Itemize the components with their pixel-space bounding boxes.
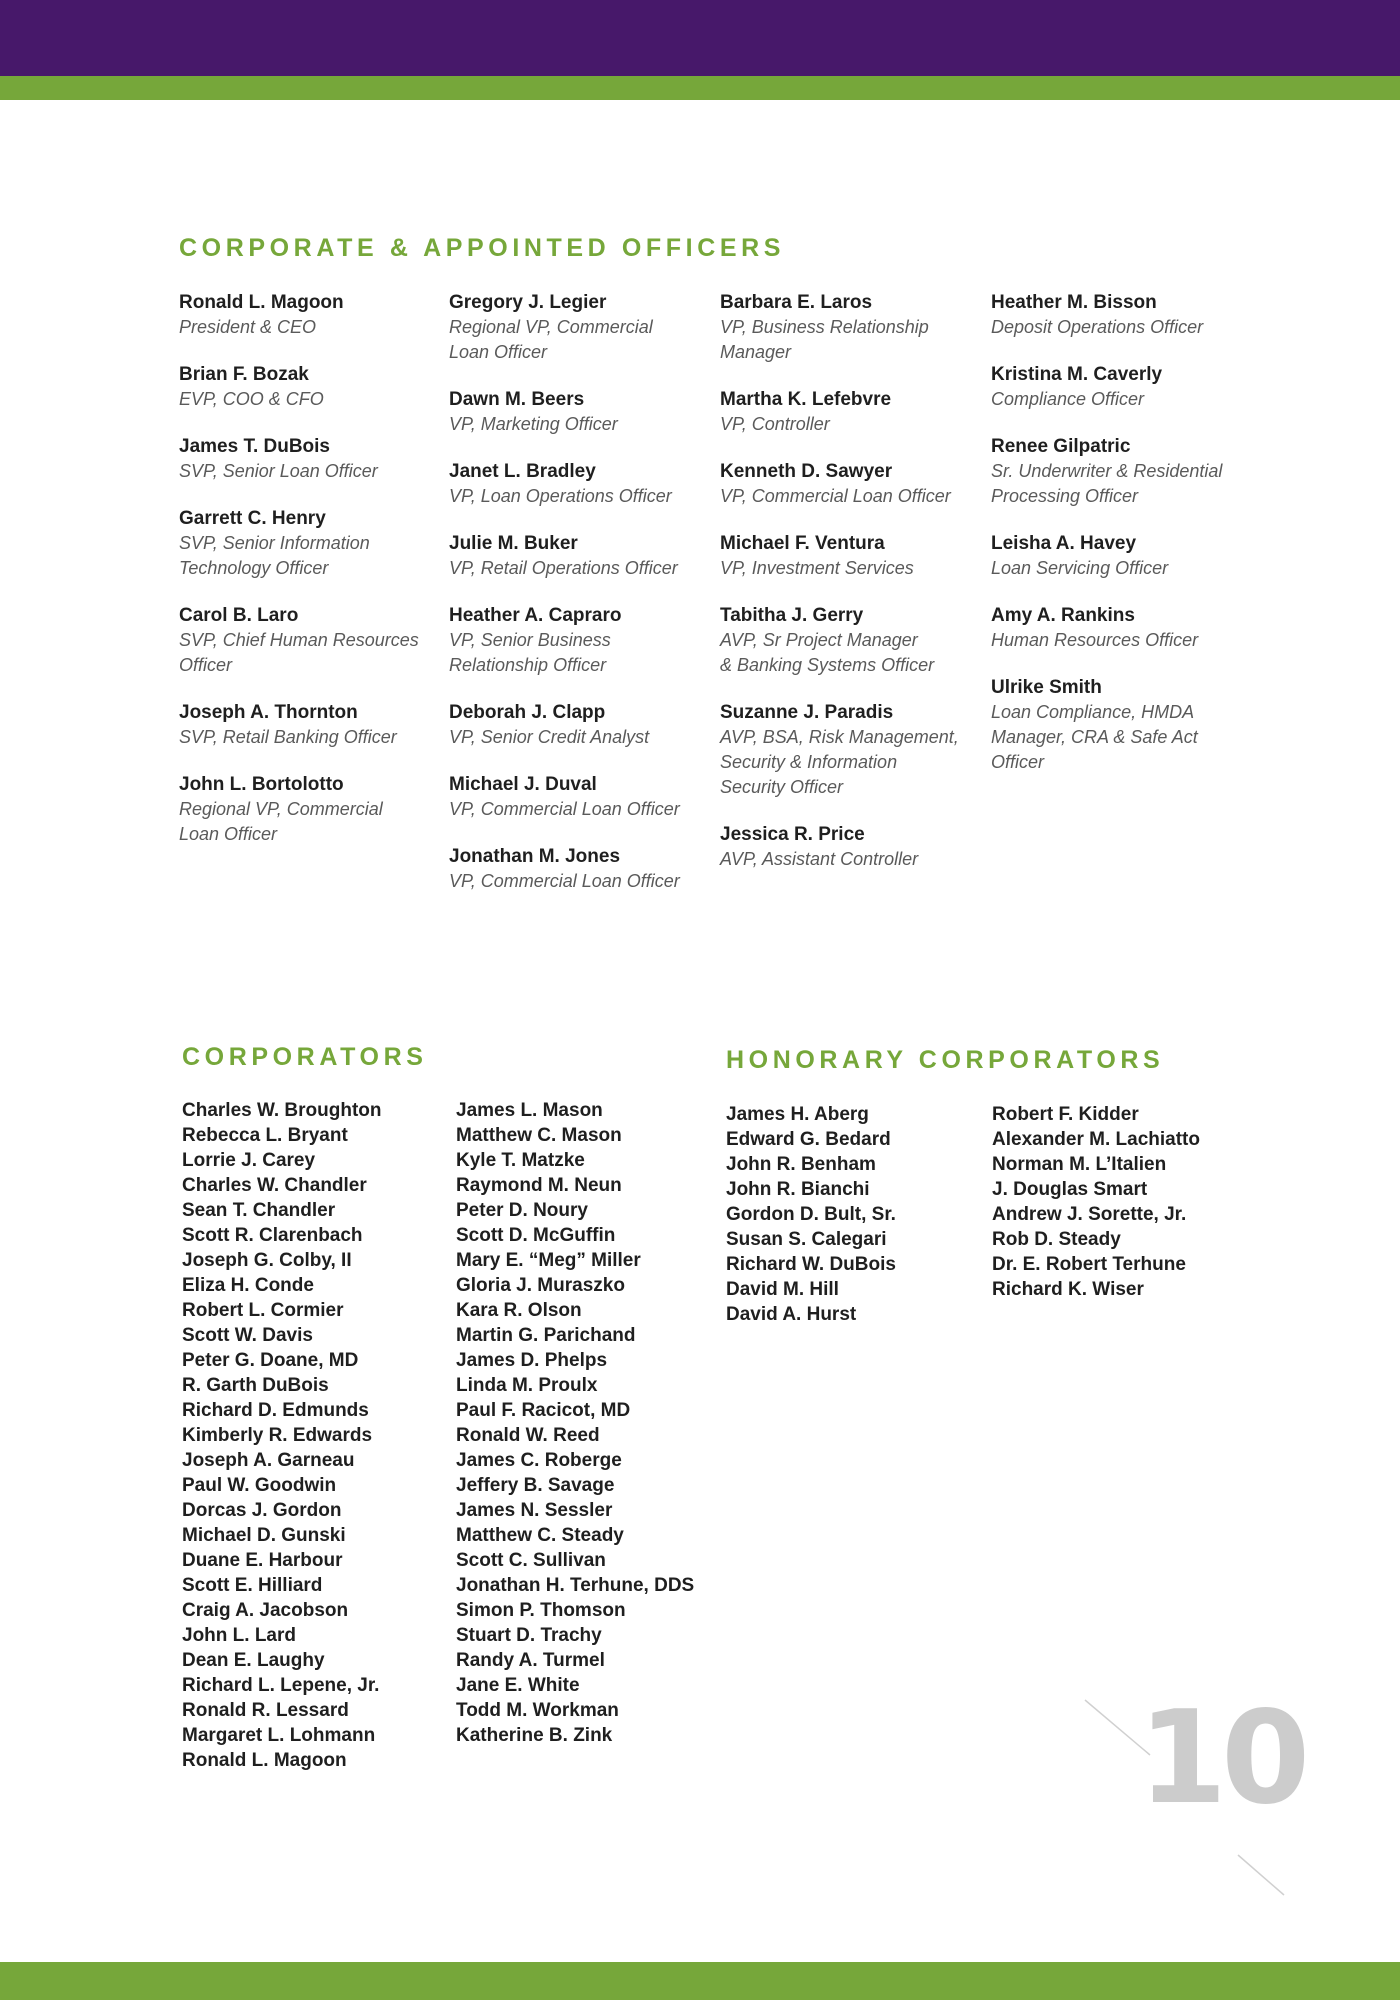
officer-title: Regional VP, Commercial: [179, 799, 383, 819]
corporator-name: Robert F. Kidder: [992, 1104, 1139, 1125]
officer-entry: [449, 844, 711, 894]
officer-entry: [991, 290, 1253, 340]
officers-column-2: [449, 290, 711, 916]
corporator-name: Scott D. McGuffin: [456, 1225, 616, 1246]
corporator-name: Gordon D. Bult, Sr.: [726, 1204, 896, 1225]
corporator-name: Charles W. Broughton: [182, 1100, 382, 1121]
officer-title: Loan Officer: [449, 342, 548, 362]
officer-entry: [179, 700, 441, 750]
top-green-band: [0, 76, 1400, 100]
corporator-name: Rebecca L. Bryant: [182, 1125, 348, 1146]
corporator-name: Sean T. Chandler: [182, 1200, 336, 1221]
corporator-name: John R. Benham: [726, 1154, 876, 1175]
corporators-column-1: [182, 1098, 444, 1773]
corporator-name: Todd M. Workman: [456, 1700, 619, 1721]
officer-title: SVP, Senior Information: [179, 533, 370, 553]
officer-title: Deposit Operations Officer: [991, 317, 1204, 337]
officers-column-3: [720, 290, 982, 894]
officer-name: Dawn M. Beers: [449, 389, 585, 410]
corporator-name: Katherine B. Zink: [456, 1725, 613, 1746]
officer-title: VP, Senior Business: [449, 630, 611, 650]
officer-name: Suzanne J. Paradis: [720, 702, 894, 723]
officer-entry: [720, 531, 982, 581]
officer-title: AVP, BSA, Risk Management,: [720, 727, 959, 747]
officer-name: Julie M. Buker: [449, 533, 578, 554]
corporator-name: Scott R. Clarenbach: [182, 1225, 363, 1246]
corporator-name: Simon P. Thomson: [456, 1600, 626, 1621]
officer-title: VP, Controller: [720, 414, 830, 434]
corporator-name: Duane E. Harbour: [182, 1550, 343, 1571]
officer-title: EVP, COO & CFO: [179, 389, 324, 409]
officer-name: Barbara E. Laros: [720, 292, 873, 313]
officer-name: Ronald L. Magoon: [179, 292, 344, 313]
officer-name: Jonathan M. Jones: [449, 846, 621, 867]
officer-name: Ulrike Smith: [991, 677, 1102, 698]
corporator-name: Norman M. L’Italien: [992, 1154, 1167, 1175]
officer-entry: [179, 772, 441, 847]
corporator-name: Paul F. Racicot, MD: [456, 1400, 631, 1421]
corporator-name: Dorcas J. Gordon: [182, 1500, 342, 1521]
page-number: 10: [1138, 1684, 1305, 1833]
corporator-name: J. Douglas Smart: [992, 1179, 1148, 1200]
corporator-name: Richard D. Edmunds: [182, 1400, 369, 1421]
officer-entry: [720, 603, 982, 678]
officer-title: Officer: [991, 752, 1045, 772]
officer-title: President & CEO: [179, 317, 317, 337]
officer-name: Janet L. Bradley: [449, 461, 596, 482]
officer-title: Regional VP, Commercial: [449, 317, 653, 337]
officer-entry: [991, 675, 1253, 775]
officer-entry: [720, 290, 982, 365]
corporator-name: R. Garth DuBois: [182, 1375, 329, 1396]
officer-entry: [179, 506, 441, 581]
corporator-name: Joseph A. Garneau: [182, 1450, 355, 1471]
officer-title: SVP, Senior Loan Officer: [179, 461, 378, 481]
corporator-name: Kimberly R. Edwards: [182, 1425, 373, 1446]
officer-title: Loan Compliance, HMDA: [991, 702, 1195, 722]
corporator-name: Richard K. Wiser: [992, 1279, 1144, 1300]
officer-title: SVP, Retail Banking Officer: [179, 727, 397, 747]
honorary-column-1: [726, 1102, 988, 1327]
corporator-name: Matthew C. Mason: [456, 1125, 622, 1146]
top-purple-band: [0, 0, 1400, 76]
corporator-name: David A. Hurst: [726, 1304, 857, 1325]
officers-column-4: [991, 290, 1253, 797]
corporator-name: Richard L. Lepene, Jr.: [182, 1675, 380, 1696]
corporator-name: Jane E. White: [456, 1675, 580, 1696]
corporator-name: Michael D. Gunski: [182, 1525, 346, 1546]
officer-title: Manager, CRA & Safe Act: [991, 727, 1198, 747]
corporator-name: James N. Sessler: [456, 1500, 613, 1521]
officer-name: Joseph A. Thornton: [179, 702, 358, 723]
corporator-name: Ronald R. Lessard: [182, 1700, 349, 1721]
corporator-name: John R. Bianchi: [726, 1179, 870, 1200]
corporator-name: Peter G. Doane, MD: [182, 1350, 359, 1371]
corporator-name: Stuart D. Trachy: [456, 1625, 602, 1646]
corporator-name: James L. Mason: [456, 1100, 603, 1121]
officer-entry: [720, 700, 982, 800]
corporator-name: Eliza H. Conde: [182, 1275, 314, 1296]
bottom-green-band: [0, 1962, 1400, 2000]
officer-entry: [720, 822, 982, 872]
officer-name: Leisha A. Havey: [991, 533, 1137, 554]
officer-title: Security & Information: [720, 752, 898, 772]
corporator-name: Ronald L. Magoon: [182, 1750, 347, 1771]
officer-title: VP, Business Relationship: [720, 317, 929, 337]
corporator-name: Scott E. Hilliard: [182, 1575, 323, 1596]
officer-title: VP, Commercial Loan Officer: [449, 799, 680, 819]
corporator-name: Martin G. Parichand: [456, 1325, 636, 1346]
officer-entry: [991, 603, 1253, 653]
corporator-name: James H. Aberg: [726, 1104, 869, 1125]
corporator-name: Susan S. Calegari: [726, 1229, 887, 1250]
officer-name: Michael F. Ventura: [720, 533, 885, 554]
officer-title: Processing Officer: [991, 486, 1139, 506]
corporator-name: Dr. E. Robert Terhune: [992, 1254, 1186, 1275]
officer-name: James T. DuBois: [179, 436, 330, 457]
officer-title: VP, Retail Operations Officer: [449, 558, 678, 578]
officer-name: Gregory J. Legier: [449, 292, 607, 313]
corporators-column-2: [456, 1098, 718, 1748]
officer-entry: [991, 362, 1253, 412]
corporator-name: Randy A. Turmel: [456, 1650, 605, 1671]
officer-entry: [179, 290, 441, 340]
officer-entry: [720, 387, 982, 437]
officer-title: Loan Servicing Officer: [991, 558, 1169, 578]
officer-name: Heather A. Capraro: [449, 605, 622, 626]
corporator-name: Kyle T. Matzke: [456, 1150, 585, 1171]
corporator-name: Richard W. DuBois: [726, 1254, 896, 1275]
officer-name: Renee Gilpatric: [991, 436, 1131, 457]
officer-title: Compliance Officer: [991, 389, 1145, 409]
officer-entry: [449, 772, 711, 822]
honorary-corporators-heading: HONORARY CORPORATORS: [726, 1046, 1165, 1074]
officer-name: Martha K. Lefebvre: [720, 389, 892, 410]
officer-title: & Banking Systems Officer: [720, 655, 935, 675]
officer-name: Garrett C. Henry: [179, 508, 326, 529]
officer-title: AVP, Sr Project Manager: [720, 630, 918, 650]
officer-entry: [449, 700, 711, 750]
corporator-name: Joseph G. Colby, II: [182, 1250, 352, 1271]
corporator-name: Ronald W. Reed: [456, 1425, 600, 1446]
officer-entry: [179, 434, 441, 484]
officer-title: VP, Loan Operations Officer: [449, 486, 672, 506]
officer-title: Officer: [179, 655, 233, 675]
officer-title: VP, Investment Services: [720, 558, 914, 578]
officer-entry: [449, 459, 711, 509]
corporator-name: John L. Lard: [182, 1625, 296, 1646]
officer-entry: [179, 362, 441, 412]
officer-entry: [991, 531, 1253, 581]
officer-title: AVP, Assistant Controller: [720, 849, 919, 869]
corporator-name: Alexander M. Lachiatto: [992, 1129, 1200, 1150]
corporator-name: Scott C. Sullivan: [456, 1550, 606, 1571]
corporator-name: Kara R. Olson: [456, 1300, 582, 1321]
officer-title: Relationship Officer: [449, 655, 607, 675]
corporator-name: Scott W. Davis: [182, 1325, 313, 1346]
corporator-name: Gloria J. Muraszko: [456, 1275, 625, 1296]
corporator-name: Jeffery B. Savage: [456, 1475, 615, 1496]
officer-name: Brian F. Bozak: [179, 364, 309, 385]
corporator-name: James D. Phelps: [456, 1350, 608, 1371]
officer-name: Jessica R. Price: [720, 824, 865, 845]
officer-name: John L. Bortolotto: [179, 774, 344, 795]
corporator-name: Edward G. Bedard: [726, 1129, 891, 1150]
officer-title: Loan Officer: [179, 824, 278, 844]
corporator-name: Charles W. Chandler: [182, 1175, 367, 1196]
officer-name: Michael J. Duval: [449, 774, 597, 795]
officer-title: VP, Commercial Loan Officer: [449, 871, 680, 891]
officer-entry: [449, 290, 711, 365]
corporator-name: Robert L. Cormier: [182, 1300, 344, 1321]
officer-name: Heather M. Bisson: [991, 292, 1157, 313]
officer-name: Deborah J. Clapp: [449, 702, 606, 723]
corporator-name: Margaret L. Lohmann: [182, 1725, 376, 1746]
officer-entry: [449, 387, 711, 437]
officer-name: Tabitha J. Gerry: [720, 605, 864, 626]
corporator-name: Lorrie J. Carey: [182, 1150, 316, 1171]
corporator-name: Craig A. Jacobson: [182, 1600, 349, 1621]
officer-name: Kenneth D. Sawyer: [720, 461, 893, 482]
corporator-name: James C. Roberge: [456, 1450, 622, 1471]
officer-name: Kristina M. Caverly: [991, 364, 1163, 385]
officers-column-1: [179, 290, 441, 869]
corporators-heading: CORPORATORS: [182, 1043, 428, 1071]
officer-title: Sr. Underwriter & Residential: [991, 461, 1223, 481]
officer-entry: [449, 603, 711, 678]
corporator-name: Rob D. Steady: [992, 1229, 1121, 1250]
corporator-name: Andrew J. Sorette, Jr.: [992, 1204, 1187, 1225]
officer-title: VP, Senior Credit Analyst: [449, 727, 650, 747]
officers-heading: CORPORATE & APPOINTED OFFICERS: [179, 234, 786, 262]
officer-title: Security Officer: [720, 777, 844, 797]
officer-name: Amy A. Rankins: [991, 605, 1135, 626]
corporator-name: Mary E. “Meg” Miller: [456, 1250, 641, 1271]
officer-entry: [991, 434, 1253, 509]
officer-entry: [449, 531, 711, 581]
officer-title: SVP, Chief Human Resources: [179, 630, 419, 650]
corporator-name: Matthew C. Steady: [456, 1525, 624, 1546]
officer-title: VP, Commercial Loan Officer: [720, 486, 951, 506]
officer-title: Human Resources Officer: [991, 630, 1199, 650]
officer-title: VP, Marketing Officer: [449, 414, 618, 434]
officer-entry: [179, 603, 441, 678]
corporator-name: Dean E. Laughy: [182, 1650, 325, 1671]
corporator-name: David M. Hill: [726, 1279, 839, 1300]
corporator-name: Paul W. Goodwin: [182, 1475, 337, 1496]
officer-title: Technology Officer: [179, 558, 329, 578]
honorary-column-2: [992, 1102, 1254, 1302]
officer-title: Manager: [720, 342, 792, 362]
corporator-name: Jonathan H. Terhune, DDS: [456, 1575, 695, 1596]
corporator-name: Raymond M. Neun: [456, 1175, 622, 1196]
officer-name: Carol B. Laro: [179, 605, 299, 626]
corporator-name: Linda M. Proulx: [456, 1375, 598, 1396]
corporator-name: Peter D. Noury: [456, 1200, 588, 1221]
officer-entry: [720, 459, 982, 509]
